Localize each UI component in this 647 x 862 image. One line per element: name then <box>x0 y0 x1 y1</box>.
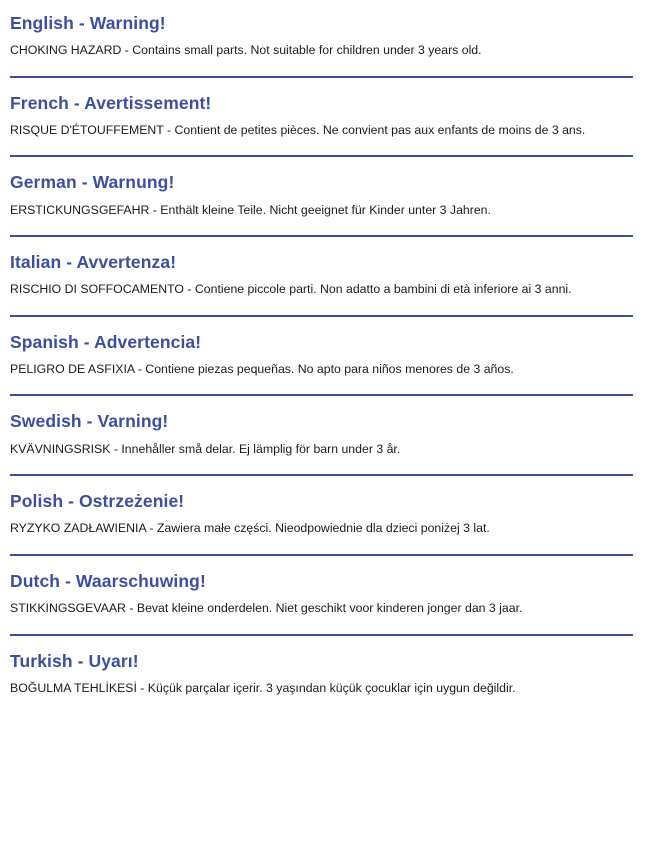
warning-section-english <box>10 14 633 60</box>
section-heading: Spanish - Advertencia! <box>10 331 202 352</box>
section-divider <box>10 474 633 476</box>
section-body: ERSTICKUNGSGEFAHR - Enthält kleine Teile. Nicht geeignet für Kinder unter 3 Jahren. <box>10 202 491 217</box>
section-heading: Italian - Avvertenza! <box>10 252 177 273</box>
warning-section-german <box>10 173 633 219</box>
warning-section-turkish <box>10 652 633 698</box>
section-divider <box>10 554 633 556</box>
section-divider <box>10 634 633 636</box>
section-divider <box>10 394 633 396</box>
section-heading: German - Warnung! <box>10 172 175 193</box>
warning-section-polish <box>10 492 633 538</box>
warning-section-italian <box>10 253 633 299</box>
section-heading: Polish - Ostrzeżenie! <box>10 491 185 512</box>
warning-section-french <box>10 94 633 140</box>
section-divider <box>10 76 633 78</box>
section-divider <box>10 155 633 157</box>
section-body: STIKKINGSGEVAAR - Bevat kleine onderdelen. Niet geschikt voor kinderen jonger dan 3 jaar. <box>10 601 523 616</box>
warning-section-spanish <box>10 333 633 379</box>
section-heading: Dutch - Waarschuwing! <box>10 570 206 591</box>
section-heading: Swedish - Varning! <box>10 411 169 432</box>
section-body: RYZYKO ZADŁAWIENIA - Zawiera małe części. Nieodpowiednie dla dzieci poniżej 3 lat. <box>10 521 490 536</box>
section-body: PELIGRO DE ASFIXIA - Contiene piezas pequeñas. No apto para niños menores de 3 años. <box>10 362 514 376</box>
section-divider <box>10 315 633 317</box>
section-body: KVÄVNINGSRISK - Innehåller små delar. Ej lämplig för barn under 3 år. <box>10 441 401 456</box>
section-body: CHOKING HAZARD - Contains small parts. Not suitable for children under 3 years old. <box>10 43 482 58</box>
warning-section-swedish <box>10 412 633 458</box>
warning-section-dutch <box>10 572 633 618</box>
section-body: RISCHIO DI SOFFOCAMENTO - Contiene piccole parti. Non adatto a bambini di età inferiore ai 3 anni. <box>10 282 572 297</box>
section-body: BOĞULMA TEHLİKESİ - Küçük parçalar içerir. 3 yaşından küçük çocuklar için uygun değildir. <box>10 680 516 695</box>
section-divider <box>10 235 633 237</box>
section-heading: French - Avertissement! <box>10 92 212 113</box>
section-heading: English - Warning! <box>10 13 166 33</box>
section-body: RISQUE D'ÉTOUFFEMENT - Contient de petites pièces. Ne convient pas aux enfants de moins de 3 ans. <box>10 122 586 137</box>
section-heading: Turkish - Uyarı! <box>10 650 139 671</box>
